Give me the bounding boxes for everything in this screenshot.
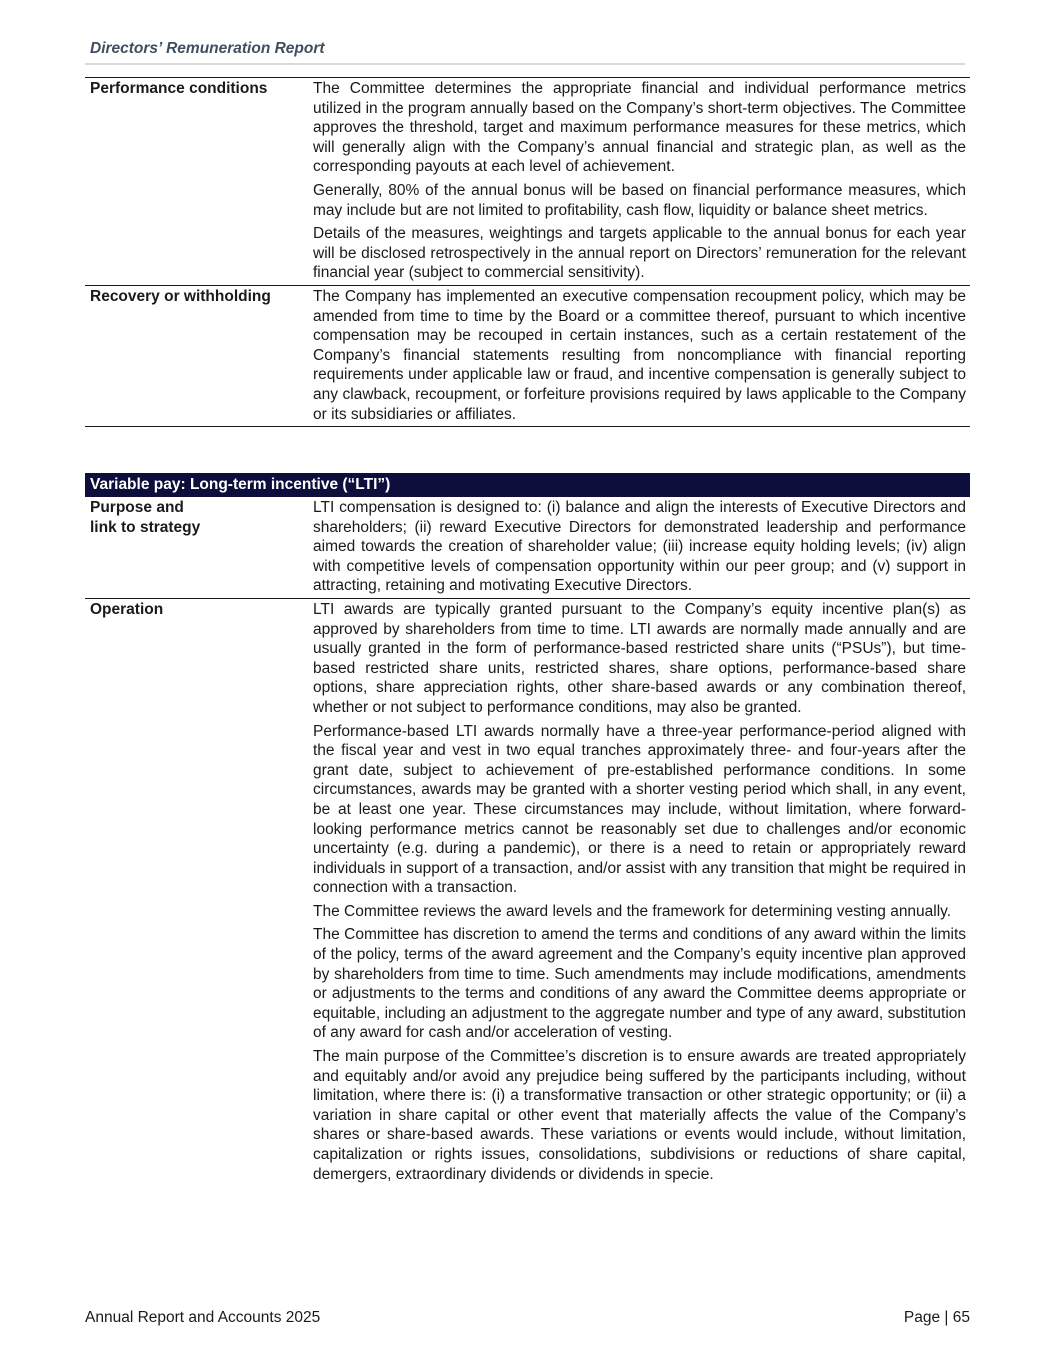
row-label: Recovery or withholding bbox=[90, 287, 271, 305]
row-content bbox=[313, 599, 970, 1186]
paragraph: The Committee has discretion to amend the terms and conditions of any award within the limits of the policy, terms of the award agreement and the Company’s equity incentive plan approved by shareholders from time to time. Such amendments may include modifications, amendments or adjustments to the terms and conditions of any award the Committee deems appropriate or equitable, including an adjustment to the aggregate number and type of any award, substitution of any award for cash and/or acceleration of vesting. bbox=[313, 926, 966, 1042]
row-content bbox=[313, 497, 970, 598]
table-row-performance-conditions bbox=[85, 77, 970, 286]
paragraph: LTI awards are typically granted pursuant to the Company’s equity incentive plan(s) as approved by shareholders from time to time. LTI awards are normally made annually and are usually granted in the form of performance-based restricted share units (“PSUs”), but time-based restricted share units, restricted shares, share options, performance-based share options, share appreciation rights, other share-based awards or any combination thereof, whether or not subject to performance conditions, may also be granted. bbox=[313, 600, 966, 716]
footer-page-number: Page | 65 bbox=[903, 1309, 970, 1326]
row-label-line: link to strategy bbox=[90, 518, 201, 536]
footer-report-title: Annual Report and Accounts 2025 bbox=[85, 1309, 321, 1326]
paragraph: The Committee reviews the award levels and the framework for determining vesting annually. bbox=[313, 902, 952, 920]
paragraph: The Company has implemented an executive compensation recoupment policy, which may be amended from time to time by the Board or a committee thereof, pursuant to which incentive compensation may be recouped in certain instances, such as a certain restatement of the Company’s financial statements resulting from noncompliance with financial reporting requirements under applicable law or fraud, and incentive compensation is generally subject to any clawback, recoupment, or forfeiture provisions required by laws applicable to the Company or its subsidiaries or affiliates. bbox=[313, 287, 966, 423]
paragraph: Details of the measures, weightings and targets applicable to the annual bonus for each year will be disclosed retrospectively in the annual report on Directors’ remuneration for the relevant financial year (subject to commercial sensitivity). bbox=[313, 225, 966, 282]
annual-bonus-table bbox=[85, 77, 970, 427]
row-label: Performance conditions bbox=[90, 80, 268, 97]
row-label-line: Purpose and bbox=[90, 499, 184, 516]
row-content bbox=[313, 286, 970, 426]
table-row-recovery-or-withholding bbox=[85, 286, 970, 427]
row-label: Operation bbox=[90, 600, 164, 618]
paragraph: The main purpose of the Committee’s discretion is to ensure awards are treated appropriately and equitably and/or avoid any prejudice being suffered by the participants including, without limitation, where there is: (i) a transformative transaction or other strategic opportunity; or (ii) a variation in share capital or other event that materially affects the value of the Company’s shares or share-based awards. These variations or events would include, without limitation, capitalization or rights issues, consolidations, subdivisions or reductions of share capital, demergers, extraordinary dividends or dividends in specie. bbox=[313, 1048, 966, 1183]
row-label bbox=[85, 497, 313, 598]
report-header-title: Directors’ Remuneration Report bbox=[90, 40, 325, 57]
table-row-purpose-and-link-to-strategy bbox=[85, 497, 970, 599]
paragraph: LTI compensation is designed to: (i) balance and align the interests of Executive Directors and shareholders; (ii) reward Executive Directors for demonstrated leadership and performance aimed towards the creation of shareholder value; (iii) increase equity holding levels; (iv) align with competitive levels of compensation opportunity within our peer group; and (v) support in attracting, retaining and motivating Executive Directors. bbox=[313, 499, 966, 595]
paragraph: The Committee determines the appropriate financial and individual performance metrics utilized in the program annually based on the Company’s short-term objectives. The Committee approves the threshold, target and maximum performance measures for these metrics, which will generally align with the Company’s annual financial and strategic plan, as well as the corresponding payouts at each level of achievement. bbox=[313, 80, 966, 176]
paragraph: Generally, 80% of the annual bonus will be based on financial performance measures, which may include but are not limited to profitability, cash flow, liquidity or balance sheet metrics. bbox=[313, 181, 966, 219]
table-row-operation bbox=[85, 599, 970, 1186]
header-divider bbox=[85, 63, 965, 65]
paragraph: Performance-based LTI awards normally have a three-year performance-period aligned with the fiscal year and vest in two equal tranches approximately three- and four-years after the grant date, subject to achievement of pre-established performance conditions. In some circumstances, awards may be granted with a shorter vesting period which shall, in any event, be at least one year. These circumstances may include, without limitation, where forward-looking performance metrics cannot be reasonably set due to challenges and/or economic uncertainty (e.g. during a pandemic), or there is a need to retain or appropriately reward individuals in support of a transaction, and/or assist with any transition that might be required in connection with a transaction. bbox=[313, 722, 966, 897]
row-content bbox=[313, 78, 970, 285]
section-title-bar: Variable pay: Long-term incentive (“LTI”) bbox=[85, 473, 970, 497]
lti-table bbox=[85, 473, 970, 1186]
